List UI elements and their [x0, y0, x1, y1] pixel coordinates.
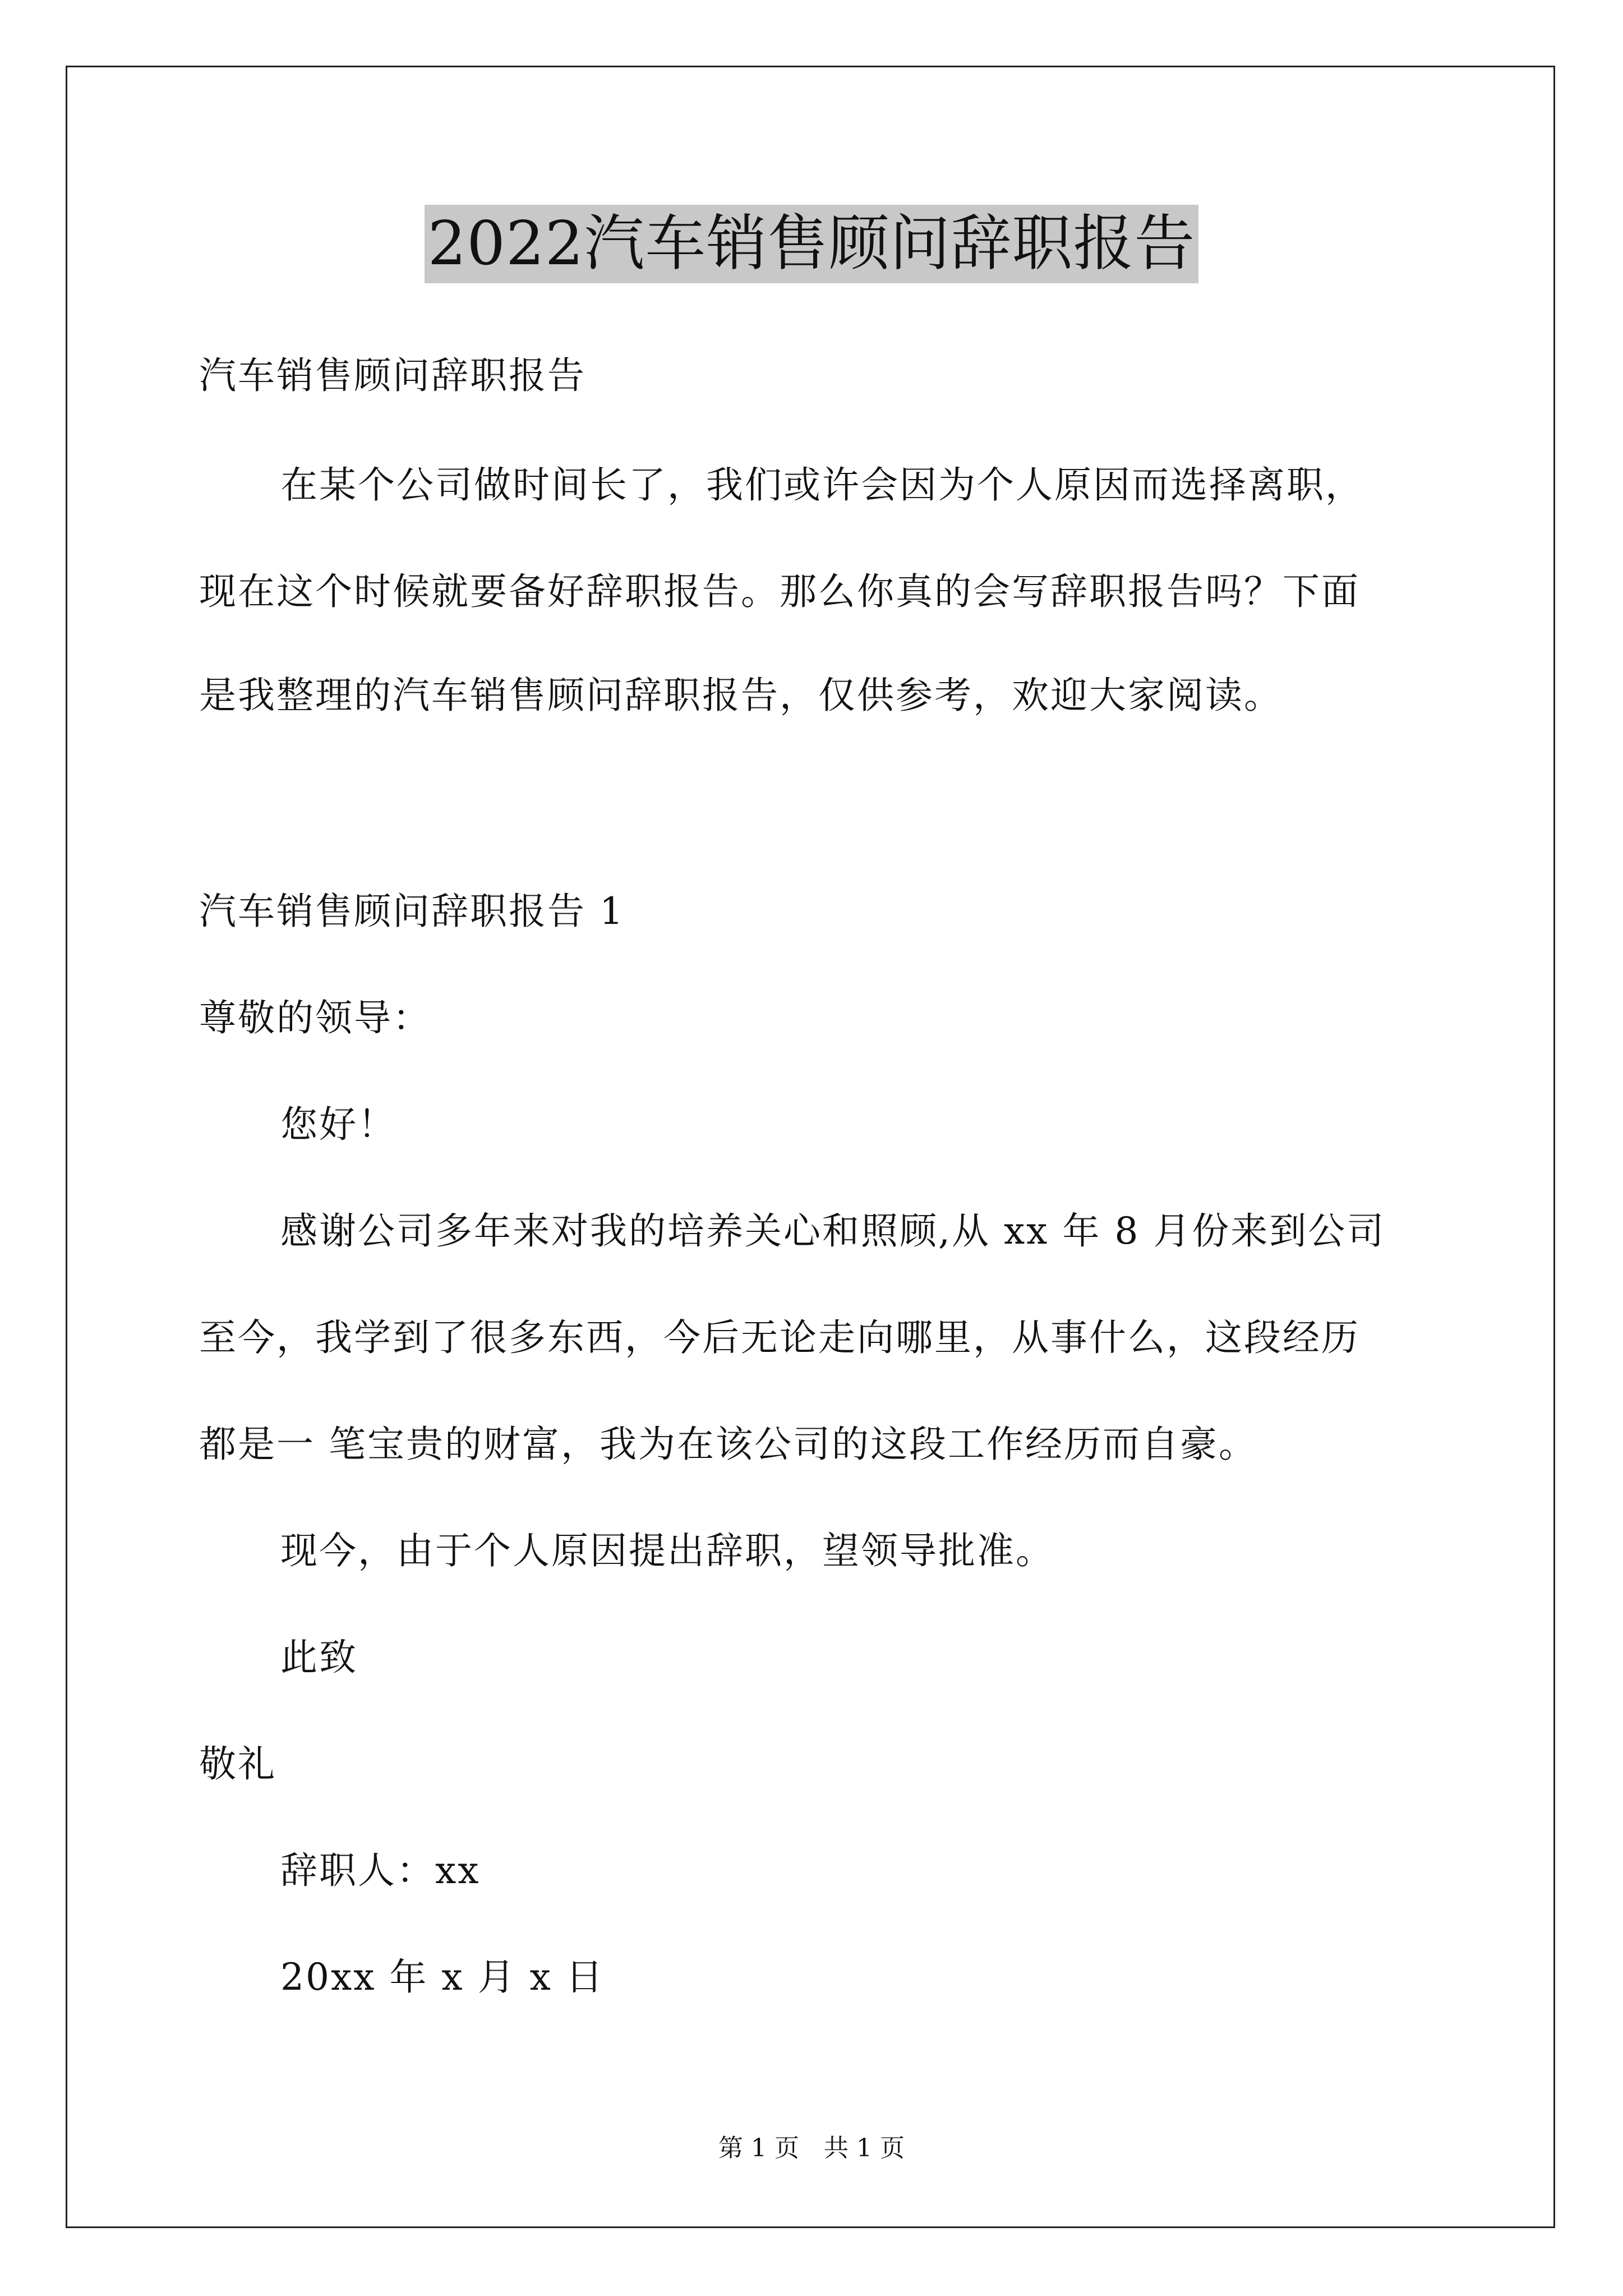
body-line-1: 感谢公司多年来对我的培养关心和照顾,从 xx 年 8 月份来到公司: [280, 1209, 1386, 1253]
document-subtitle: 汽车销售顾问辞职报告: [199, 354, 586, 397]
salutation: 尊敬的领导：: [199, 996, 431, 1039]
intro-line-1: 在某个公司做时间长了，我们或许会因为个人原因而选择离职，: [280, 463, 1364, 507]
greeting: 您好！: [280, 1103, 396, 1146]
date: 20xx 年 x 月 x 日: [280, 1955, 605, 1999]
closing-2: 敬礼: [199, 1742, 276, 1786]
request-line: 现今，由于个人原因提出辞职，望领导批准。: [280, 1529, 1054, 1572]
signature: 辞职人：xx: [280, 1849, 481, 1892]
document-title: 2022汽车销售顾问辞职报告: [425, 205, 1199, 283]
title-container: [0, 205, 1623, 283]
closing-1: 此致: [280, 1636, 358, 1679]
intro-line-3: 是我整理的汽车销售顾问辞职报告，仅供参考，欢迎大家阅读。: [199, 674, 1283, 717]
page-footer: 第 1 页 共 1 页: [718, 2134, 905, 2162]
body-line-3: 都是一 笔宝贵的财富，我为在该公司的这段工作经历而自豪。: [199, 1423, 1257, 1466]
intro-line-2: 现在这个时候就要备好辞职报告。那么你真的会写辞职报告吗？下面: [199, 570, 1360, 613]
section-heading: 汽车销售顾问辞职报告 1: [199, 890, 625, 933]
body-line-2: 至今，我学到了很多东西，今后无论走向哪里，从事什么，这段经历: [199, 1316, 1360, 1359]
